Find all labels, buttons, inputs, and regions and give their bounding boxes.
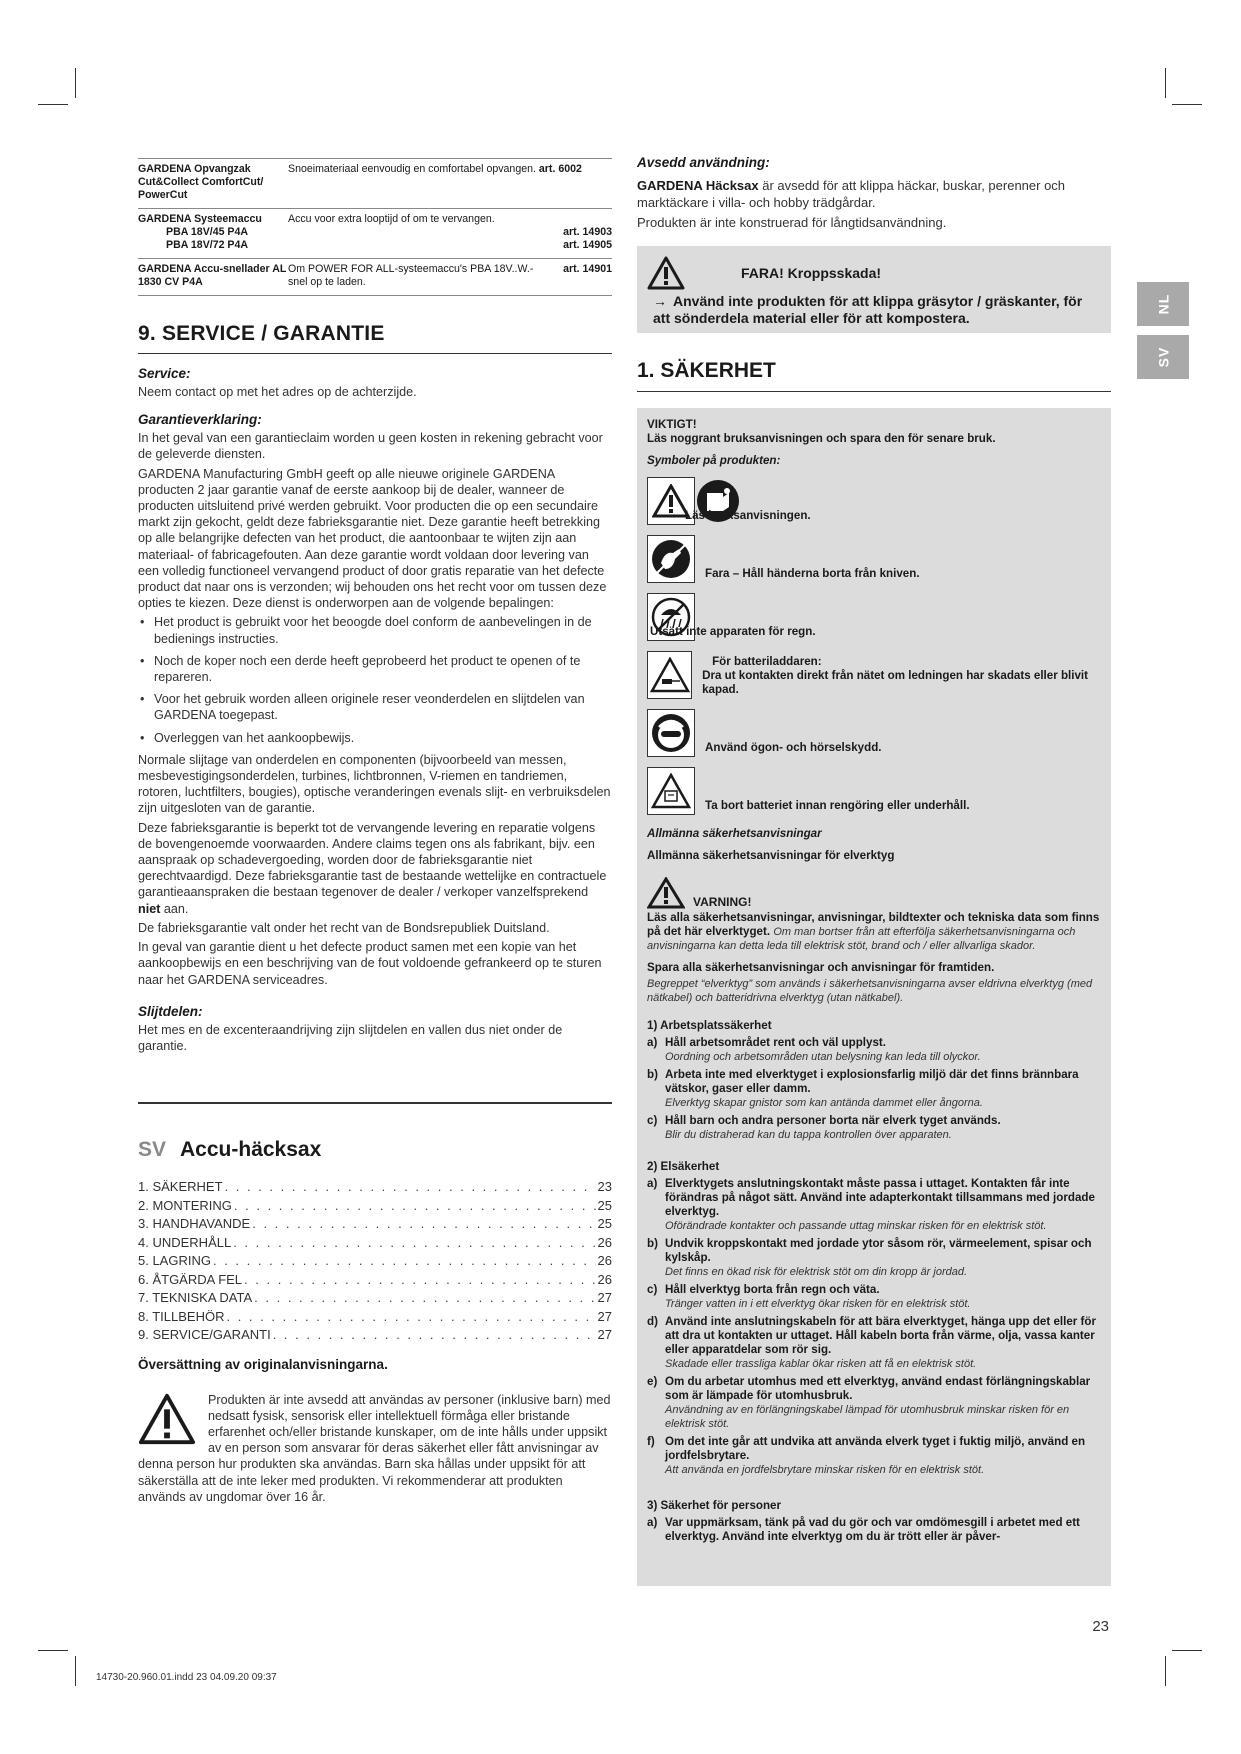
garantie-paragraph: In het geval van een garantieclaim worden u geen kosten in rekening gebracht voor de geleverde diensten. bbox=[138, 431, 603, 462]
accessory-name: GARDENA Accu-snellader AL 1830 CV P4A bbox=[138, 263, 287, 288]
safety-section-heading: 2) Elsäkerhet bbox=[647, 1159, 720, 1173]
accessory-art: art. 14903 art. 14905 bbox=[563, 226, 612, 251]
safety-item: e) Om du arbetar utomhus med ett elverktyg, använd endast förlängningskablar som är lämpade för utomhusbruk. Användning av en förlängningskabel lämpad för utomhusbruk minskar risken för en elektrisk stöt. bbox=[647, 1374, 1091, 1430]
symbol-text: Utsätt inte apparaten för regn. bbox=[650, 624, 816, 638]
warning-label: VARNING! bbox=[693, 894, 752, 909]
crop-mark bbox=[1165, 68, 1166, 98]
safety-box bbox=[637, 408, 1111, 1586]
symbol-row bbox=[647, 531, 1101, 583]
page-number: 23 bbox=[1092, 1618, 1109, 1635]
section-title-service: 9. SERVICE / GARANTIE bbox=[138, 322, 612, 354]
garantie-paragraph: Normale slijtage van onderdelen en componenten (bijvoorbeeld van messen, mesbevestigingsonderdelen, turbines, lichtbronnen, V-riemen en tandriemen, rotoren, luchtfilters, bougies), optische veranderingen evenals slijt- en verbruiksdelen zijn uitgesloten van de garantie. bbox=[138, 752, 611, 816]
eye-ear-protection-icon bbox=[647, 709, 695, 757]
service-heading: Service: bbox=[138, 366, 191, 381]
crop-mark bbox=[1172, 104, 1202, 105]
symbol-text: Läs bruksanvisningen. bbox=[685, 508, 811, 522]
toc-row[interactable]: 7. TEKNISKA DATA . . . 27 bbox=[138, 1289, 612, 1308]
safety-item: a) Elverktygets anslutningskontakt måste passa i uttaget. Kontakten får inte förändras på något sätt. Använd inte adapterkontakt tillsammans med jordade elverktyg. Oförändrade kontakter och passande uttag minskar risken för en elektrisk stöt. bbox=[647, 1176, 1095, 1232]
warning-triangle-icon bbox=[138, 1392, 196, 1446]
intended-use-text: Produkten är inte konstruerad för långtidsanvändning. bbox=[637, 215, 947, 230]
crop-mark bbox=[75, 1656, 76, 1686]
accessory-name: GARDENA Systeemaccu PBA 18V/45 P4A PBA 18V/72 P4A bbox=[138, 213, 288, 252]
service-text: Neem contact op met het adres op de achterzijde. bbox=[138, 385, 417, 399]
symbol-row bbox=[647, 647, 1101, 699]
warning-triangle-icon bbox=[647, 877, 685, 909]
crop-mark bbox=[1172, 1650, 1202, 1651]
arrow-right-icon: → bbox=[653, 292, 667, 309]
symbol-row bbox=[647, 589, 1101, 641]
accessory-row bbox=[138, 259, 612, 296]
danger-box bbox=[637, 246, 1111, 333]
left-column bbox=[138, 158, 612, 1505]
garantie-heading: Garantieverklaring: bbox=[138, 412, 262, 428]
important-text: Läs noggrant bruksanvisningen och spara den för senare bruk. bbox=[647, 431, 996, 445]
accessory-sub: PBA 18V/72 P4A bbox=[166, 239, 249, 251]
accessory-art: art. 6002 bbox=[538, 163, 582, 175]
toc-row[interactable]: 3. HANDHAVANDE . . . 25 bbox=[138, 1215, 612, 1234]
general-subheading: Allmänna säkerhetsanvisningar för elverktyg bbox=[647, 848, 895, 862]
danger-title: FARA! Kroppsskada! bbox=[741, 264, 882, 281]
charger-warning-icon bbox=[647, 651, 692, 699]
safety-item: f) Om det inte går att undvika att använda elverk tyget i fuktig miljö, använd en jordfelsbrytare. Att använda en jordfelsbrytare minskar risken för en elektrisk stöt. bbox=[647, 1434, 1086, 1476]
toc-row[interactable]: 9. SERVICE/GARANTI . . . 27 bbox=[138, 1326, 612, 1345]
garantie-conditions bbox=[138, 614, 612, 745]
crop-mark bbox=[38, 1650, 68, 1651]
accessory-desc: Accu voor extra looptijd of om te vervangen. bbox=[288, 213, 495, 225]
keep-instructions: Spara alla säkerhetsanvisningar och anvisningar för framtiden. bbox=[647, 960, 995, 974]
garantie-paragraph: De fabrieksgarantie valt onder het recht van de Bondsrepubliek Duitsland. bbox=[138, 920, 550, 935]
right-column bbox=[637, 155, 1111, 1586]
section-title-safety: 1. SÄKERHET bbox=[637, 359, 1111, 392]
safety-section-heading: 1) Arbetsplatssäkerhet bbox=[647, 1018, 772, 1032]
slijtdelen-text: Het mes en de excenteraandrijving zijn slijtdelen en vallen dus niet onder de garantie. bbox=[138, 1022, 563, 1053]
file-info: 14730-20.960.01.indd 23 04.09.20 09:37 bbox=[96, 1672, 277, 1683]
general-heading: Allmänna säkerhetsanvisningar bbox=[647, 826, 822, 840]
table-of-contents bbox=[138, 1178, 612, 1345]
symbol-text: Använd ögon- och hörselskydd. bbox=[705, 740, 882, 754]
language-code: SV bbox=[138, 1138, 167, 1162]
hand-blade-icon bbox=[647, 535, 695, 583]
safety-item: c) Håll barn och andra personer borta när elverk tyget används. Blir du distraherad kan du tappa kontrollen över apparaten. bbox=[647, 1113, 1001, 1141]
translation-note: Översättning av originalanvisningarna. bbox=[138, 1356, 388, 1372]
accessory-name: GARDENA Opvangzak Cut&Collect ComfortCut/ PowerCut bbox=[138, 163, 264, 201]
toc-row[interactable]: 2. MONTERING . . . 25 bbox=[138, 1197, 612, 1216]
sv-product-title: SV Accu-häcksax bbox=[138, 1102, 612, 1162]
list-item: • Noch de koper noch een derde heeft geprobeerd het product te openen of te repareren. bbox=[138, 653, 612, 685]
symbol-text: Ta bort batteriet innan rengöring eller underhåll. bbox=[705, 798, 970, 812]
garantie-paragraph: Deze fabrieksgarantie is beperkt tot de vervangende levering en reparatie volgens de bovengenoemde voorwaarden. Andere claims tegen ons als fabrikant, bijv. een aanspraak op schadevergoeding, worden door de fabrieksgarantie niet gerechtvaardigd. Deze fabrieksgarantie tast de bestaande wettelijke en contractuele garantieaanspraken die bestaan tegenover de dealer / verkoper vanzelfsprekend niet aan. bbox=[138, 820, 607, 916]
toc-row[interactable]: 6. ÅTGÄRDA FEL . . . 26 bbox=[138, 1271, 612, 1290]
important-label: VIKTIGT! bbox=[647, 417, 697, 431]
user-warning: Produkten är inte avsedd att användas av personer (inklusive barn) med nedsatt fysisk, sensorisk eller intellektuell förmåga eller bristande erfarenhet och/eller bristande kunskaper, om de inte hålls under uppsikt av en person som ansvarar för deras säkerhet eller fått anvisningar av denna person hur produkten ska användas. Barn ska hållas under uppsikt för att säkerställa att de inte leker med produkten. Vi rekommenderar att produkten används av ungdomar över 16 år. bbox=[138, 1392, 611, 1504]
garantie-paragraph: In geval van garantie dient u het defecte product samen met een kopie van het aankoopbewijs en een beschrijving van de fout voldoende gefrankeerd op te sturen naar het GARDENA serviceadres. bbox=[138, 940, 602, 987]
accessory-sub: PBA 18V/45 P4A bbox=[166, 226, 249, 238]
safety-section-heading: 3) Säkerhet för personer bbox=[647, 1498, 782, 1512]
intended-use-heading: Avsedd användning: bbox=[637, 155, 770, 170]
safety-item: b) Arbeta inte med elverktyget i explosionsfarlig miljö där det finns brännbara vätskor, gaser eller damm. Elverktyg skapar gnistor som kan antända dammet eller ångorna. bbox=[647, 1067, 1079, 1109]
safety-item: c) Håll elverktyg borta från regn och väta. Tränger vatten in i ett elverktyg ökar risken för en elektrisk stöt. bbox=[647, 1282, 971, 1310]
toc-row[interactable]: 1. SÄKERHET . . . 23 bbox=[138, 1178, 612, 1197]
symbol-row bbox=[647, 763, 1101, 815]
warning-triangle-icon bbox=[647, 256, 685, 290]
intended-use-text: GARDENA Häcksax är avsedd för att klippa häckar, buskar, perenner och marktäckare i villa- och hobby trädgårdar. bbox=[637, 178, 1066, 210]
danger-text: → Använd inte produkten för att klippa gräsytor / gräskanter, för att sönderdela material eller för att kompostera. bbox=[653, 292, 1083, 326]
crop-mark bbox=[1165, 1656, 1166, 1686]
symbol-text: För batteriladdaren: Dra ut kontakten direkt från nätet om ledningen har skadats eller blivit kapad. bbox=[702, 655, 1101, 699]
accessory-row bbox=[138, 209, 612, 259]
toc-row[interactable]: 4. UNDERHÅLL . . . 26 bbox=[138, 1234, 612, 1253]
safety-item: b) Undvik kroppskontakt med jordade ytor såsom rör, värmeelement, spisar och kylskåp. Det finns en ökad risk för elektrisk stöt om din kropp är jordad. bbox=[647, 1236, 1092, 1278]
safety-item: d) Använd inte anslutningskabeln för att bära elverktyget, hänga upp det eller för att dra ut kontakten ur uttaget. Håll kabeln borta från värme, olja, vassa kanter eller apparatdelar som rör sig. Skadade eller trassliga kablar ökar risken att få en elektrisk stöt. bbox=[647, 1314, 1096, 1370]
symbol-row bbox=[647, 705, 1101, 757]
keep-instructions-note: Begreppet “elverktyg” som används i säkerhetsanvisningarna avser eldrivna elverktyg (med nätkabel) och batteridrivna elverktyg (utan nätkabel). bbox=[647, 977, 1093, 1004]
safety-item: a) Håll arbetsområdet rent och väl upplyst. Oordning och arbetsområden utan belysning kan leda till olyckor. bbox=[647, 1035, 981, 1063]
safety-item: a) Var uppmärksam, tänk på vad du gör och var omdömesgill i arbetet med ett elverktyg. Använd inte elverktyg om du är trött eller är påver- bbox=[647, 1515, 1080, 1543]
list-item: • Voor het gebruik worden alleen originele reser veonderdelen en slijtdelen van GARDENA toegepast. bbox=[138, 691, 612, 723]
warning-text: Läs alla säkerhetsanvisningar, anvisningar, bildtexter och tekniska data som finns på det här elverktyget. Om man bortser från att efterfölja säkerhetsanvisningarna och anvisningarna kan detta leda till elektrisk stöt, brand och / eller allvarliga skador. bbox=[647, 910, 1100, 952]
crop-mark bbox=[38, 104, 68, 105]
accessory-desc: Snoeimateriaal eenvoudig en comfortabel opvangen. art. 6002 bbox=[288, 163, 582, 175]
symbol-text: Fara – Håll händerna borta från kniven. bbox=[705, 566, 920, 580]
tab-nl[interactable]: NL bbox=[1137, 282, 1189, 326]
list-item: • Overleggen van het aankoopbewijs. bbox=[138, 730, 612, 746]
accessory-row bbox=[138, 158, 612, 209]
list-item: • Het product is gebruikt voor het beoogde doel conform de aanbevelingen in de bedienings instructies. bbox=[138, 614, 612, 646]
crop-mark bbox=[75, 68, 76, 98]
accessory-desc: Om POWER FOR ALL-systeemaccu's PBA 18V..W.- snel op te laden. bbox=[288, 263, 534, 288]
toc-row[interactable]: 5. LAGRING . . . 26 bbox=[138, 1252, 612, 1271]
slijtdelen-heading: Slijtdelen: bbox=[138, 1003, 203, 1019]
garantie-paragraph: GARDENA Manufacturing GmbH geeft op alle nieuwe originele GARDENA producten 2 jaar garantie vanaf de eerste aankoop bij de dealer, wanneer de producten uitsluitend privé werden gebruikt. Voor producten die op een secundaire markt zijn gekocht, geldt deze fabrieksgarantie niet. Deze garantie heeft betrekking op alle belangrijke defecten van het product, die aantoonbaar te wijten zijn aan materiaal- of fabricagefouten. Aan deze garantie wordt voldaan door levering van een volledig functioneel vervangend product of door gratis reparatie van het defecte product dat naar ons is verzonden; wij behouden ons het recht voor om tussen deze opties te kiezen. Deze dienst is onderworpen aan de volgende bepalingen: bbox=[138, 466, 607, 611]
accessory-art: art. 14901 bbox=[563, 263, 612, 275]
accessories-table bbox=[138, 158, 612, 296]
warning-header bbox=[647, 877, 1101, 909]
danger-header bbox=[647, 256, 1101, 290]
toc-row[interactable]: 8. TILLBEHÖR . . . 27 bbox=[138, 1308, 612, 1327]
battery-remove-icon bbox=[647, 767, 695, 815]
symbols-heading: Symboler på produkten: bbox=[647, 453, 781, 467]
symbol-text-heading: För batteriladdaren: bbox=[712, 654, 822, 668]
symbol-row bbox=[647, 473, 1101, 525]
tab-sv[interactable]: SV bbox=[1137, 335, 1189, 379]
